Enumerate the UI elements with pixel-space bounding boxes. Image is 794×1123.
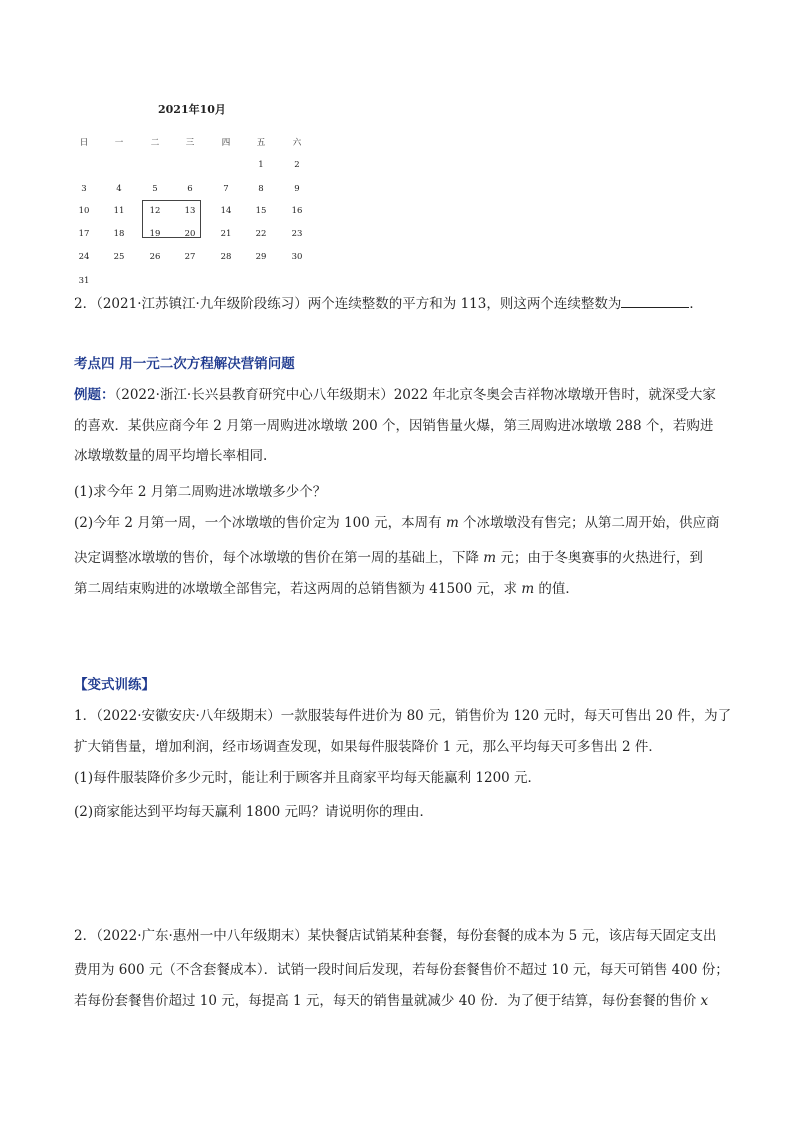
calendar-day: 15 [255, 206, 267, 216]
calendar-day: 10 [78, 206, 90, 216]
calendar-day: 14 [220, 206, 232, 216]
calendar-title: 2021年10月 [158, 103, 226, 116]
calendar-weekday: 四 [221, 138, 231, 148]
variant-problem-2-line-1: 2．（2022·广东·惠州一中八年级期末）某快餐店试销某种套餐，每份套餐的成本为 5 元，该店每天固定支出 [74, 928, 717, 944]
calendar-day: 21 [220, 229, 232, 239]
calendar-highlight-box [142, 200, 201, 238]
calendar-day: 12 [149, 206, 161, 216]
q2-line-1-text-a: (2)今年 2 月第一周，一个冰墩墩的售价定为 100 元，本周有 [74, 515, 446, 531]
variant-problem-1-question-2: (2)商家能达到平均每天赢利 1800 元吗？请说明你的理由． [74, 804, 434, 820]
calendar-day: 25 [113, 252, 125, 262]
answer-blank[interactable] [621, 293, 689, 308]
p2-line-3-text: 若每份套餐售价超过 10 元，每提高 1 元，每天的销售量就减少 40 份．为了便于结算，每份套餐的售价 [74, 993, 701, 1009]
example-line-3: 冰墩墩数量的周平均增长率相同. [74, 448, 268, 464]
example-line-2: 的喜欢．某供应商今年 2 月第一周购进冰墩墩 200 个，因销售量火爆，第三周购进冰墩墩 288 个，若购进 [74, 418, 714, 434]
variable-m: m [521, 581, 535, 597]
variant-heading: 【变式训练】 [74, 677, 155, 693]
problem-2 [74, 293, 703, 313]
variant-problem-2-line-2: 费用为 600 元（不含套餐成本）．试销一段时间后发现，若每份套餐售价不超过 10 元，每天可销售 400 份； [74, 962, 729, 978]
q2-line-1-text-b: 个冰墩墩没有售完；从第二周开始，供应商 [458, 515, 720, 531]
q2-line-2-text-b: 元；由于冬奥赛事的火热进行，到 [496, 550, 703, 566]
calendar-day: 17 [78, 229, 90, 239]
calendar-day: 16 [291, 206, 303, 216]
calendar-day: 31 [78, 276, 90, 286]
variant-problem-1-line-2: 扩大销售量，增加利润，经市场调查发现，如果每件服装降价 1 元，那么平均每天可多售出 2 件． [74, 739, 662, 755]
section-heading: 考点四 用一元二次方程解决营销问题 [74, 356, 295, 372]
variable-m: m [483, 550, 497, 566]
variant-problem-2-line-3 [74, 992, 708, 1010]
problem-2-text: 2．（2021·江苏镇江·九年级阶段练习）两个连续整数的平方和为 113，则这两个连续整数为 [74, 296, 622, 312]
example-line-1 [74, 386, 716, 404]
calendar-weekday: 五 [256, 138, 266, 148]
calendar-day: 24 [78, 252, 90, 262]
calendar-day: 5 [152, 184, 158, 194]
calendar-day: 8 [258, 184, 264, 194]
calendar-day: 1 [258, 160, 264, 170]
q2-line-3-text-a: 第二周结束购进的冰墩墩全部售完，若这两周的总销售额为 41500 元，求 [74, 581, 522, 597]
calendar-day: 13 [184, 206, 196, 216]
calendar-day: 19 [149, 229, 161, 239]
calendar-day: 28 [220, 252, 232, 262]
calendar-day: 3 [81, 184, 87, 194]
example-question-2-line-3 [74, 580, 579, 598]
calendar-day: 23 [291, 229, 303, 239]
calendar-day: 4 [116, 184, 122, 194]
calendar-day: 20 [184, 229, 196, 239]
example-question-2-line-2 [74, 549, 703, 567]
problem-2-suffix: ． [689, 296, 703, 312]
calendar-weekday: 六 [292, 138, 302, 148]
calendar-day: 6 [187, 184, 193, 194]
calendar-day: 7 [223, 184, 229, 194]
q2-line-2-text-a: 决定调整冰墩墩的售价，每个冰墩墩的售价在第一周的基础上，下降 [74, 550, 484, 566]
example-label: 例题： [74, 387, 115, 403]
calendar-day: 26 [149, 252, 161, 262]
variant-problem-1-question-1: (1)每件服装降价多少元时，能让利于顾客并且商家平均每天能赢利 1200 元． [74, 770, 542, 786]
calendar-weekday: 三 [185, 138, 195, 148]
calendar-day: 11 [113, 206, 125, 216]
variable-x: x [700, 993, 709, 1009]
calendar-weekday: 日 [79, 138, 89, 148]
calendar-day: 29 [255, 252, 267, 262]
variable-m: m [445, 515, 459, 531]
calendar-weekday: 二 [150, 138, 160, 148]
calendar-day: 30 [291, 252, 303, 262]
calendar-day: 27 [184, 252, 196, 262]
calendar-day: 18 [113, 229, 125, 239]
calendar-day: 22 [255, 229, 267, 239]
calendar-weekday: 一 [114, 138, 124, 148]
variant-problem-1-line-1: 1．（2022·安徽安庆·八年级期末）一款服装每件进价为 80 元，销售价为 120 元时，每天可售出 20 件，为了 [74, 708, 732, 724]
calendar-day: 9 [294, 184, 300, 194]
calendar-day: 2 [294, 160, 300, 170]
example-question-2-line-1 [74, 514, 720, 532]
example-line-1-text: （2022·浙江·长兴县教育研究中心八年级期末）2022 年北京冬奥会吉祥物冰墩墩开售时，就深受大家 [114, 387, 716, 403]
q2-line-3-text-b: 的值． [534, 581, 579, 597]
example-question-1: (1)求今年 2 月第二周购进冰墩墩多少个？ [74, 484, 327, 500]
